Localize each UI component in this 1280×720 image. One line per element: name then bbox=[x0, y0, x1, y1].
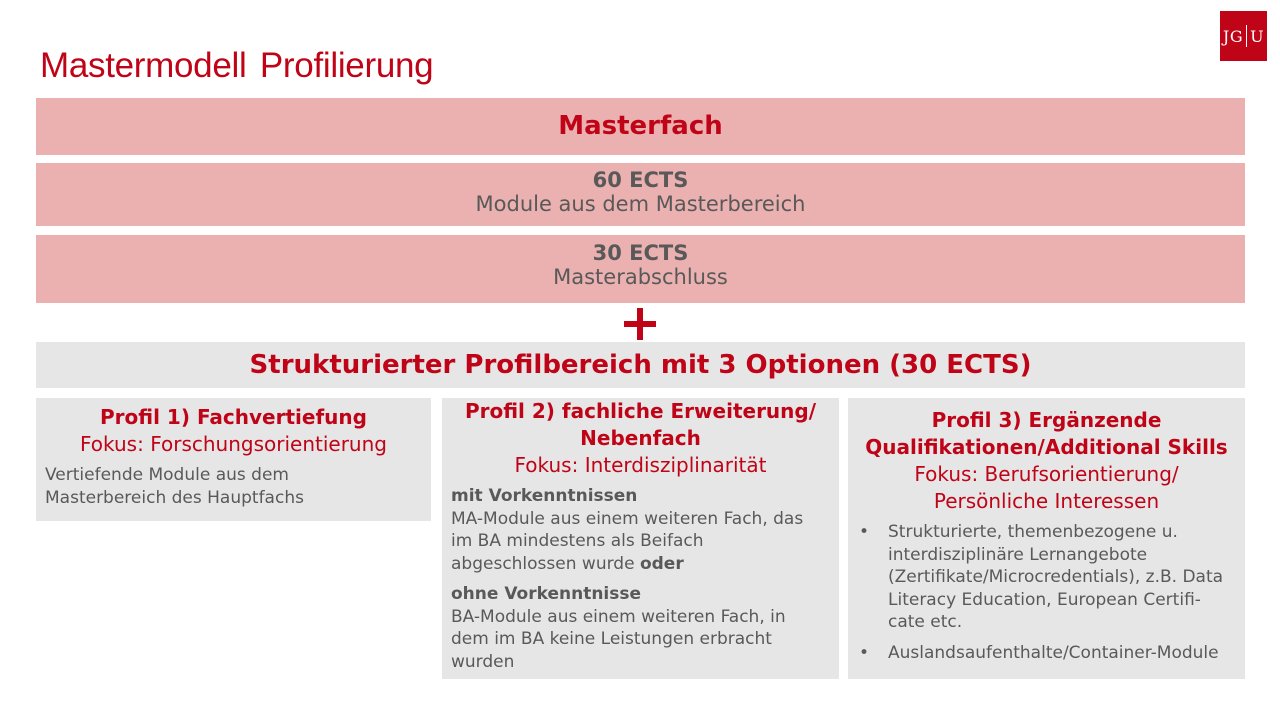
masterfach-block-30 bbox=[36, 235, 1245, 303]
profil-3-item-line: interdisziplinäre Lernangebote bbox=[888, 544, 1148, 565]
profil-3-item-line: Literacy Education, European Certifi- bbox=[888, 589, 1201, 610]
profil-2-with-line: MA-Module aus einem weiteren Fach, das bbox=[451, 508, 804, 529]
profil-2-without-line: wurden bbox=[451, 651, 515, 672]
profil-2-without-section bbox=[442, 575, 839, 673]
masterfach-block-60 bbox=[36, 163, 1245, 226]
profil-2-title-line: Profil 2) fachliche Erweiterung/ bbox=[464, 399, 817, 423]
profilbereich-banner: Strukturierter Profilbereich mit 3 Optionen (30 ECTS) bbox=[36, 342, 1245, 388]
bullet-icon: • bbox=[859, 522, 870, 542]
profil-2-focus: Fokus: Interdisziplinarität bbox=[514, 453, 767, 477]
profil-3-list bbox=[848, 515, 1245, 664]
profil-2-title-line: Nebenfach bbox=[580, 426, 701, 450]
plus-icon-horizontal bbox=[624, 321, 656, 327]
ects-60-label: 60 ECTS bbox=[592, 168, 689, 192]
profil-2-oder: oder bbox=[639, 553, 684, 574]
logo-text-left: JG bbox=[1222, 26, 1244, 46]
profil-3-title-line: Qualifikationen/Additional Skills bbox=[865, 435, 1228, 459]
masterfach-header bbox=[36, 98, 1245, 155]
list-item bbox=[848, 642, 1245, 665]
profil-2-box bbox=[442, 398, 839, 679]
logo-text-right: U bbox=[1250, 26, 1265, 46]
profil-3-item-line: Strukturierte, themenbezogene u. bbox=[888, 522, 1178, 542]
profil-1-box bbox=[36, 398, 431, 521]
profil-1-focus: Fokus: Forschungsorientierung bbox=[80, 432, 387, 456]
profil-2-with-line: im BA mindestens als Beifach bbox=[451, 531, 704, 551]
profil-1-title: Profil 1) Fachvertiefung bbox=[100, 405, 367, 429]
plus-icon bbox=[622, 306, 658, 342]
profil-3-title-line: Profil 3) Ergänzende bbox=[931, 408, 1162, 432]
page-title: Mastermodell Profilierung bbox=[40, 46, 434, 85]
profil-2-without-heading: ohne Vorkenntnisse bbox=[451, 584, 642, 604]
profil-3-box bbox=[848, 398, 1245, 679]
bullet-icon: • bbox=[859, 642, 870, 663]
profil-3-item-line: (Zertifikate/Microcredentials), z.B. Data bbox=[888, 567, 1224, 587]
profil-2-with-line: abgeschlossen wurde bbox=[451, 553, 635, 574]
profil-2-with-section bbox=[442, 479, 839, 575]
profil-3-item-line: Auslandsaufenthalte/Container-Module bbox=[888, 642, 1219, 663]
profil-3-focus-line: Fokus: Berufsorientierung/ bbox=[914, 462, 1179, 486]
ects-30-text: Masterabschluss bbox=[553, 265, 728, 289]
profil-1-body-line: Masterbereich des Hauptfachs bbox=[45, 487, 304, 508]
logo-divider bbox=[1246, 25, 1247, 47]
ects-60-text: Module aus dem Masterbereich bbox=[475, 192, 806, 216]
profil-1-body-line: Vertiefende Module aus dem bbox=[45, 465, 289, 485]
list-item bbox=[848, 521, 1245, 634]
profil-2-without-line: dem im BA keine Leistungen erbracht bbox=[451, 629, 772, 649]
profil-2-with-heading: mit Vorkenntnissen bbox=[451, 486, 638, 506]
profil-3-item-line: cate etc. bbox=[888, 612, 963, 632]
masterfach-heading: Masterfach bbox=[558, 111, 723, 141]
jgu-logo bbox=[1220, 11, 1267, 61]
ects-30-label: 30 ECTS bbox=[592, 241, 689, 265]
profil-1-body bbox=[36, 458, 431, 509]
profil-2-without-line: BA-Module aus einem weiteren Fach, in bbox=[451, 606, 786, 627]
profil-3-focus-line: Persönliche Interessen bbox=[933, 489, 1160, 513]
